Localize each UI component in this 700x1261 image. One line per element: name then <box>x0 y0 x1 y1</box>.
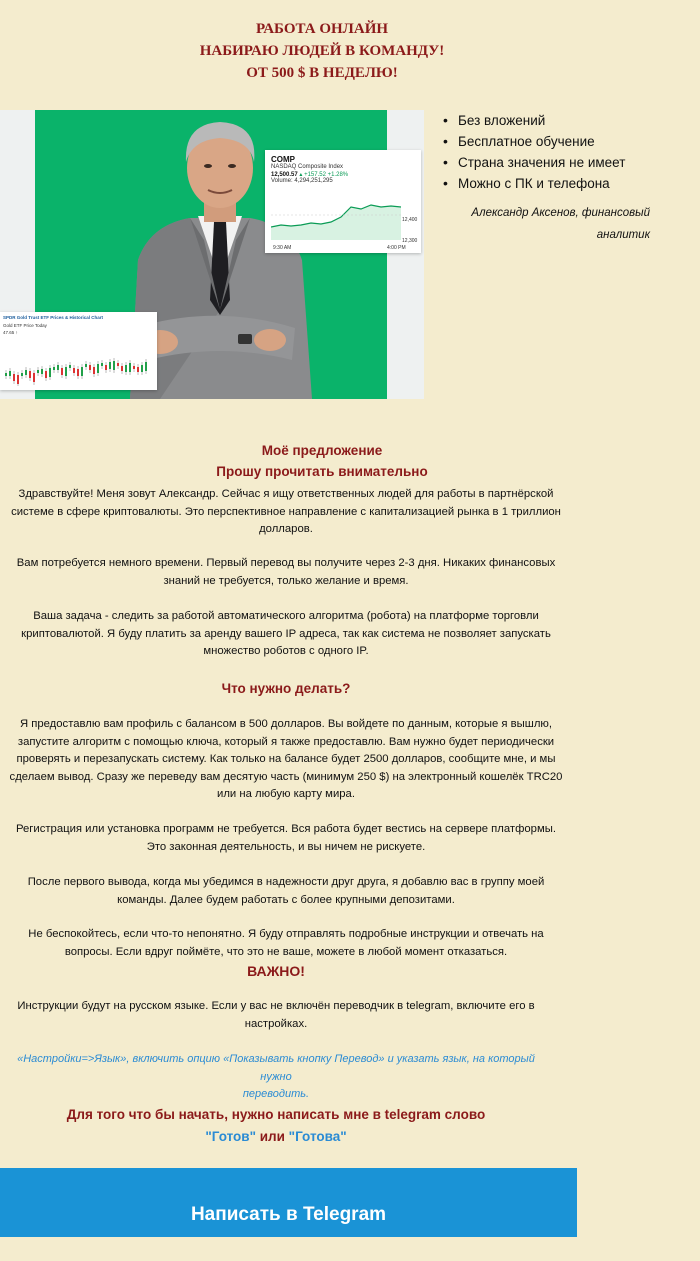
text-line: знаний не требуется, только желание и время. <box>163 574 409 587</box>
text-line: вопросы. Если вдруг поймёте, что это не ваше, можете в любой момент отказаться. <box>64 945 508 958</box>
text-line: или на любую карту мира. <box>217 788 355 800</box>
candle-body <box>97 364 99 373</box>
candle-body <box>125 365 127 372</box>
hero-image <box>0 110 424 399</box>
candle-body <box>129 363 131 372</box>
todo-paragraph-4 <box>0 926 572 961</box>
stock-price: 12,500.57 <box>271 172 298 178</box>
important-title: ВАЖНО! <box>247 963 305 979</box>
candle-body <box>145 362 147 371</box>
candle-body <box>137 367 139 372</box>
text-line: настройках. <box>244 1017 308 1030</box>
candle-body <box>25 370 27 375</box>
offer-title: Моё предложение <box>261 443 383 458</box>
gold-card-value: 47.65 ↑ <box>3 330 18 335</box>
text-line: проверять и перезапускать систему. Как только на балансе будет 2500 долларов, сообщите мне, и мы <box>16 753 556 765</box>
stock-level-low: 12,300 <box>402 238 418 244</box>
text-line: запустите алгоритм с помощью ключа, который я также предоставлю. Вам нужно будет периодически <box>17 735 555 748</box>
candle-body <box>57 365 59 370</box>
stock-time-end: 4:00 PM <box>387 245 406 251</box>
text-line: криптовалютой. Я буду платить за аренду вашего IP адреса, так как система не позволяет запускать <box>21 627 551 640</box>
up-arrow-icon: ▴ <box>299 172 303 178</box>
header-line-1: РАБОТА ОНЛАЙН <box>255 21 389 37</box>
keyword-or: или <box>255 1129 289 1144</box>
candle-body <box>37 370 39 373</box>
todo-paragraph-2 <box>0 821 572 856</box>
candlestick-chart <box>2 336 152 386</box>
text-line: системе в сфере криптовалюты. Это перспективное направление с капитализацией рынка в 1 триллион <box>11 505 561 518</box>
candle-body <box>77 369 79 376</box>
candle-body <box>9 371 11 376</box>
keyword-ready-f: "Готова" <box>288 1129 347 1144</box>
stock-time-start: 9:30 AM <box>273 245 292 251</box>
candle-body <box>17 375 19 384</box>
candle-body <box>21 373 23 376</box>
text-line: Не беспокойтесь, если что-то непонятно. Я буду отправлять подробные инструкции и отвечать на <box>28 928 544 940</box>
cta-line-2 <box>0 1126 552 1148</box>
cta-line-1: Для того что бы начать, нужно написать мне в telegram слово <box>66 1107 486 1122</box>
candle-body <box>117 363 119 366</box>
candle-body <box>69 365 71 368</box>
benefit-item: • Страна значения не имеет <box>443 152 693 173</box>
author-signature <box>440 202 650 246</box>
offer-paragraph-3 <box>0 608 572 661</box>
text-line: долларов. <box>259 523 313 535</box>
signature-line-1: Александр Аксенов, финансовый <box>471 207 650 219</box>
stock-level-high: 12,400 <box>402 217 418 223</box>
nasdaq-stock-card <box>265 150 421 253</box>
stock-name: NASDAQ Composite Index <box>271 164 344 170</box>
candle-body <box>45 371 47 378</box>
benefit-item: • Бесплатное обучение <box>443 131 693 152</box>
candle-body <box>121 366 123 371</box>
candle-body <box>133 366 135 369</box>
candle-body <box>141 365 143 372</box>
todo-title: Что нужно делать? <box>221 681 351 696</box>
cta-text <box>0 1104 552 1148</box>
text-line: переводить. <box>242 1088 310 1100</box>
text-line: Инструкции будут на русском языке. Если у вас не включён переводчик в telegram, включите его в <box>17 1000 535 1012</box>
text-line: команды. Далее будем работать с более крупными депозитами. <box>117 893 455 906</box>
candle-body <box>93 367 95 374</box>
candle-body <box>49 368 51 377</box>
text-line: Я предоставлю вам профиль с балансом в 500 долларов. Вы войдете по данным, которые я вышлю, <box>19 718 553 730</box>
stock-change: +157.52 <box>304 172 326 178</box>
candle-body <box>13 374 15 381</box>
stock-symbol: COMP <box>271 155 295 164</box>
text-line: Здравствуйте! Меня зовут Александр. Сейчас я ищу ответственных людей для работы в партнёрской <box>18 488 554 500</box>
candle-body <box>101 363 103 366</box>
candle-body <box>33 373 35 382</box>
benefits-list <box>443 110 693 194</box>
candle-body <box>65 367 67 376</box>
text-line: После первого вывода, когда мы убедимся в надежности друг друга, я добавлю вас в группу моей <box>27 876 545 888</box>
todo-paragraph-3 <box>0 874 572 909</box>
text-line: Регистрация или установка программ не требуется. Вся работа будет вестись на сервере платформы. <box>15 823 556 835</box>
candle-body <box>113 361 115 370</box>
gold-card-title: SPDR Gold Trust ETF Prices & Historical Chart <box>3 315 104 320</box>
benefit-item: • Можно с ПК и телефона <box>443 173 693 194</box>
offer-paragraph-1 <box>0 486 572 539</box>
candle-body <box>61 368 63 375</box>
gold-etf-card <box>0 312 157 390</box>
write-telegram-button[interactable]: Написать в Telegram <box>0 1168 577 1237</box>
signature-line-2: аналитик <box>596 229 650 241</box>
candle-body <box>29 371 31 378</box>
candle-body <box>53 367 55 370</box>
gold-card-subtitle: Gold ETF Price Today <box>3 323 47 328</box>
candle-body <box>109 362 111 369</box>
keyword-ready-m: "Готов" <box>205 1129 256 1144</box>
offer-subtitle: Прошу прочитать внимательно <box>216 464 428 479</box>
page-header <box>0 18 644 84</box>
translate-instructions <box>0 1051 552 1104</box>
text-line: сделаем вывод. Сразу же переведу вам десятую часть (минимум 250 $) на электронный кошелёк TRC20 <box>9 770 563 783</box>
benefit-item: • Без вложений <box>443 110 693 131</box>
stock-volume: Volume: 4,294,251,295 <box>271 178 333 184</box>
text-line: Это законная деятельность, и вы ничем не рискуете. <box>146 840 426 853</box>
text-line: Ваша задача - следить за работой автоматического алгоритма (робота) на платформе торговли <box>33 610 539 622</box>
candle-body <box>73 368 75 373</box>
candle-body <box>105 365 107 370</box>
candle-body <box>41 369 43 374</box>
text-line: «Настройки=>Язык», включить опцию «Показывать кнопку Перевод» и указать язык, на который нужно <box>17 1053 535 1083</box>
candle-body <box>5 373 7 376</box>
offer-paragraph-2 <box>0 555 572 590</box>
text-line: множество роботов с одного IP. <box>203 645 369 657</box>
stock-mini-chart <box>271 195 401 240</box>
header-line-2: НАБИРАЮ ЛЮДЕЙ В КОМАНДУ! <box>199 43 445 59</box>
candle-body <box>81 367 83 376</box>
stock-change-pct: +1.28% <box>327 172 349 178</box>
todo-paragraph-1 <box>0 716 572 804</box>
important-paragraph <box>0 998 552 1033</box>
candle-body <box>89 365 91 370</box>
text-line: Вам потребуется немного времени. Первый перевод вы получите через 2-3 дня. Никаких финансовых <box>16 557 556 569</box>
header-line-3: ОТ 500 $ В НЕДЕЛЮ! <box>246 65 398 81</box>
candle-body <box>85 364 87 367</box>
